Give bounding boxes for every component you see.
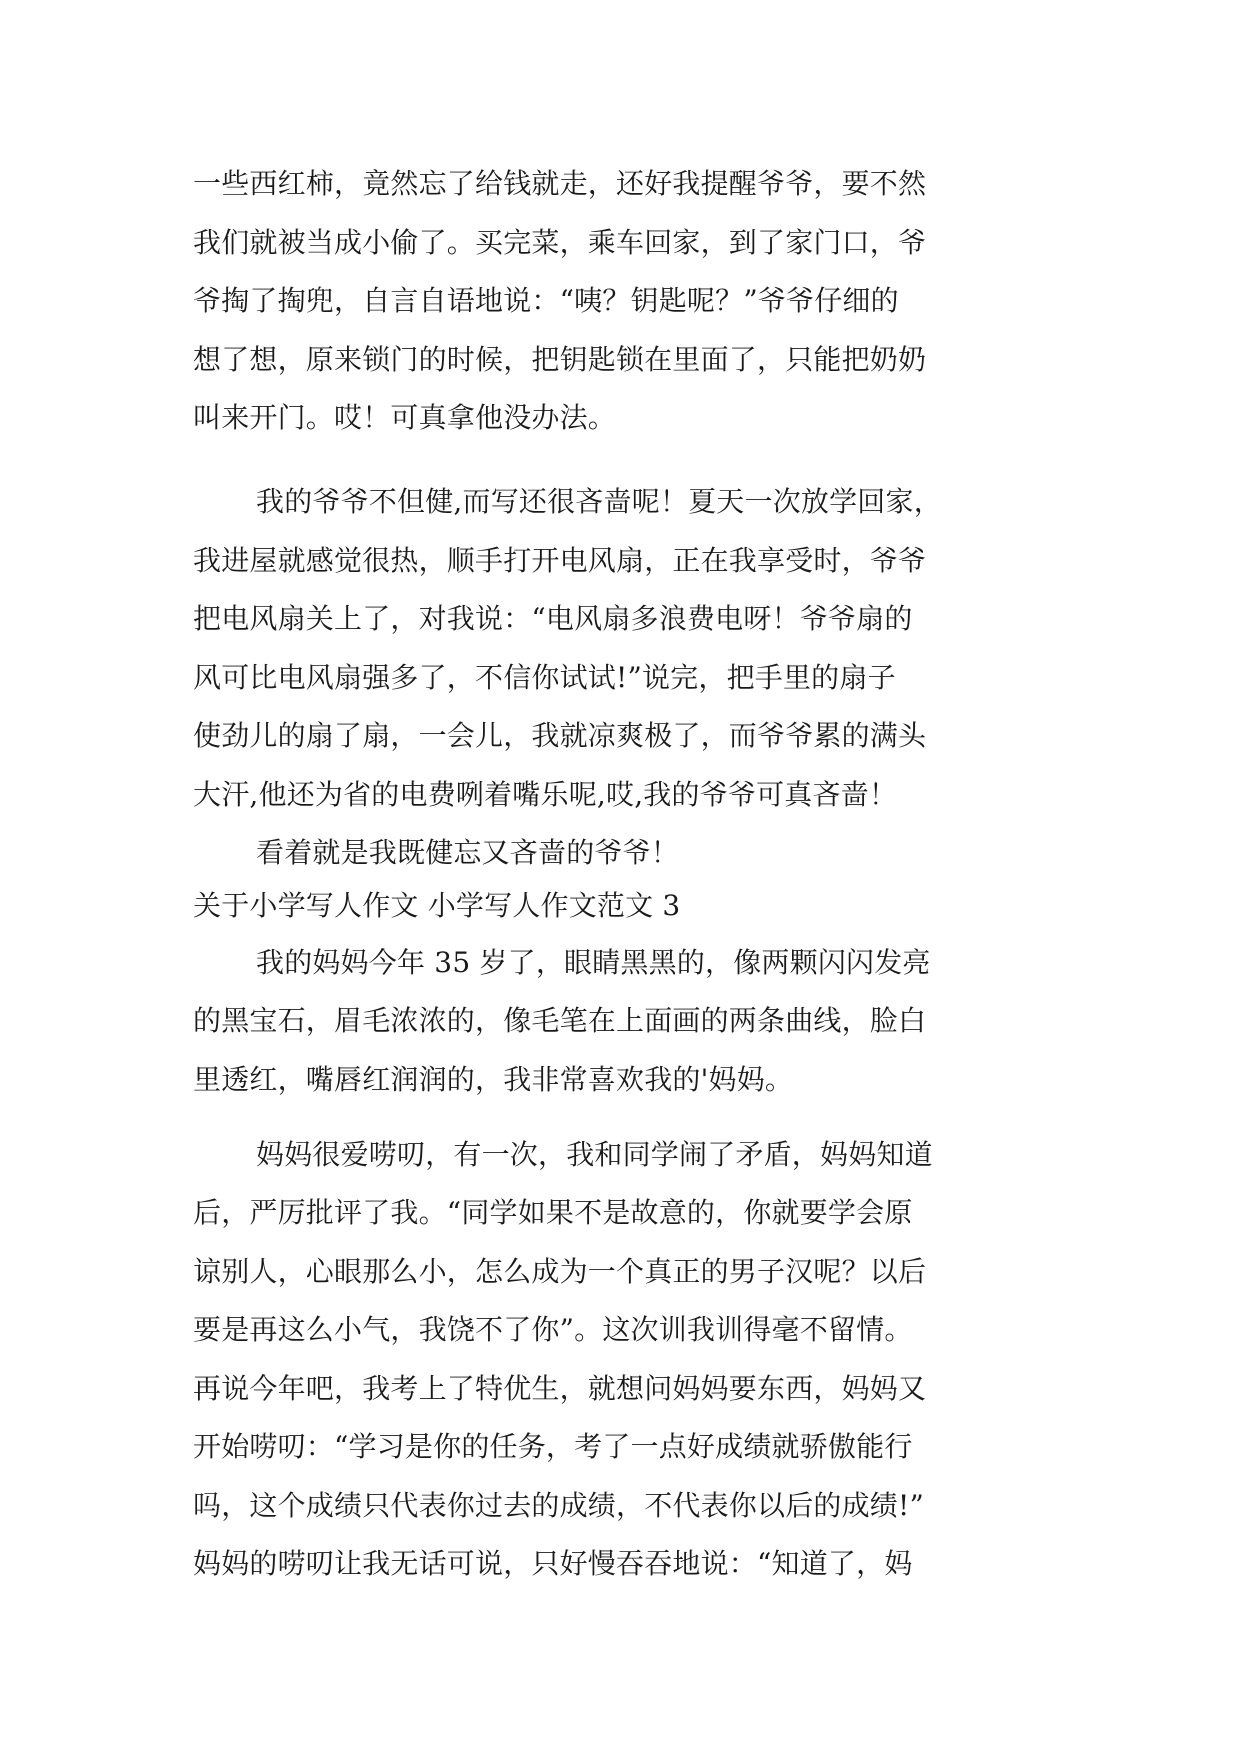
paragraph-line: 看着就是我既健忘又吝啬的爷爷！ <box>256 836 680 869</box>
section-title: 关于小学写人作文 小学写人作文范文 3 <box>193 889 681 922</box>
paragraph-line: 开始唠叨：“学习是你的任务，考了一点好成绩就骄傲能行 <box>193 1430 913 1463</box>
paragraph-line: 一些西红柿，竟然忘了给钱就走，还好我提醒爷爷，要不然 <box>193 167 927 200</box>
paragraph-line: 妈妈很爱唠叨，有一次，我和同学闹了矛盾，妈妈知道 <box>256 1138 933 1171</box>
paragraph-line: 大汗,他还为省的电费咧着嘴乐呢,哎,我的爷爷可真吝啬！ <box>193 778 898 811</box>
paragraph-line: 妈妈的唠叨让我无话可说，只好慢吞吞地说：“知道了，妈 <box>193 1547 913 1580</box>
paragraph-line: 爷掏了掏兜，自言自语地说：“咦？钥匙呢？”爷爷仔细的 <box>193 284 899 317</box>
paragraph-line: 吗，这个成绩只代表你过去的成绩，不代表你以后的成绩!” <box>193 1489 924 1522</box>
paragraph-line: 的黑宝石，眉毛浓浓的，像毛笔在上面画的两条曲线，脸白 <box>193 1004 927 1037</box>
paragraph-line: 我的爷爷不但健,而写还很吝啬呢！夏天一次放学回家， <box>256 485 942 518</box>
paragraph-line: 把电风扇关上了，对我说：“电风扇多浪费电呀！爷爷扇的 <box>193 602 913 635</box>
paragraph-line: 叫来开门。哎！可真拿他没办法。 <box>193 401 617 434</box>
paragraph-line: 风可比电风扇强多了，不信你试试!”说完，把手里的扇子 <box>193 661 896 694</box>
paragraph-line: 后，严厉批评了我。“同学如果不是故意的，你就要学会原 <box>193 1196 913 1229</box>
paragraph-line: 我的妈妈今年 35 岁了，眼睛黑黑的，像两颗闪闪发亮 <box>256 946 931 979</box>
paragraph-line: 里透红，嘴唇红润润的，我非常喜欢我的'妈妈。 <box>193 1063 794 1096</box>
paragraph-line: 再说今年吧，我考上了特优生，就想问妈妈要东西，妈妈又 <box>193 1372 927 1405</box>
paragraph-line: 想了想，原来锁门的时候，把钥匙锁在里面了，只能把奶奶 <box>193 343 927 376</box>
paragraph-line: 使劲儿的扇了扇，一会儿，我就凉爽极了，而爷爷累的满头 <box>193 719 927 752</box>
paragraph-line: 我们就被当成小偷了。买完菜，乘车回家，到了家门口，爷 <box>193 226 927 259</box>
paragraph-line: 谅别人，心眼那么小，怎么成为一个真正的男子汉呢？以后 <box>193 1255 927 1288</box>
paragraph-line: 我进屋就感觉很热，顺手打开电风扇，正在我享受时，爷爷 <box>193 544 927 577</box>
paragraph-line: 要是再这么小气，我饶不了你”。这次训我训得毫不留情。 <box>193 1313 913 1346</box>
